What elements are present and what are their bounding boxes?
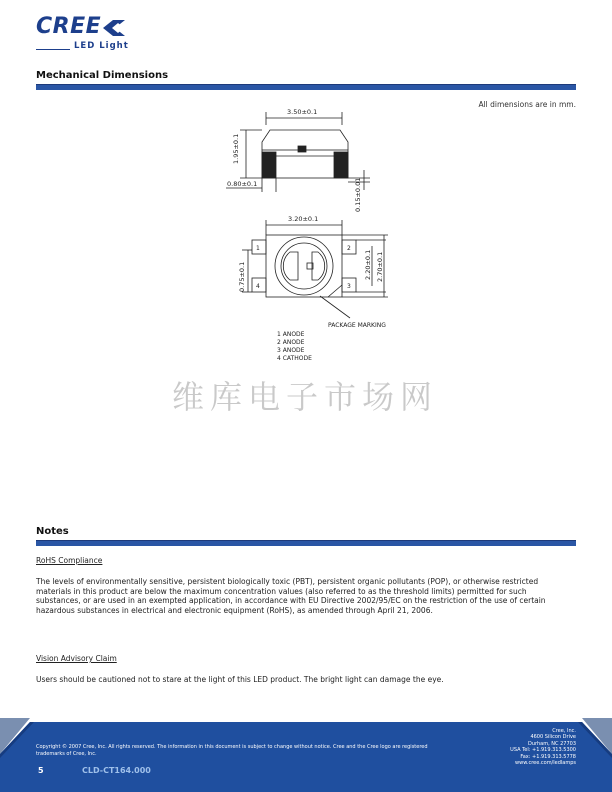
logo-subtitle: LED Light xyxy=(74,41,129,51)
pin-3-label: 3 xyxy=(347,283,351,290)
units-note: All dimensions are in mm. xyxy=(478,100,576,109)
vision-heading: Vision Advisory Claim xyxy=(36,654,117,663)
rohs-paragraph: The levels of environmentally sensitive, persistent biologically toxic (PBT), persistent organic pollutants (POP), or otherwise restricted materials in this product are below the maximum concentration values (also referred to as the threshold limits) permitted for such substances, or are used in an exempted application, in accordance with EU Directive 2002/95/EC on the restriction of the use of certain hazardous substances in electrical and electronic equipment (RoHS), as amended through April 21, 2006. xyxy=(36,577,546,615)
vision-paragraph: Users should be cautioned not to stare at the light of this LED product. The bright light can damage the eye. xyxy=(36,675,444,684)
pin-legend-1: 1 ANODE xyxy=(277,331,305,338)
section-title-notes: Notes xyxy=(36,526,69,537)
package-marking-label: PACKAGE MARKING xyxy=(328,322,386,329)
dim-height: 1.95±0.1 xyxy=(232,133,240,164)
cree-logo xyxy=(36,14,156,54)
pin-1-label: 1 xyxy=(256,245,260,252)
section-title-mechanical: Mechanical Dimensions xyxy=(36,70,169,81)
address-line: USA Tel: +1.919.313.5300 xyxy=(510,747,576,754)
pin-legend-3: 3 ANODE xyxy=(277,347,305,354)
page-number: 5 xyxy=(38,766,44,775)
section-rule xyxy=(36,84,576,90)
dim-left-bottom: 0.80±0.1 xyxy=(227,180,258,188)
watermark: 维库电子市场网 xyxy=(172,378,439,416)
dim-inner-height: 2.20±0.1 xyxy=(364,249,372,280)
logo-diamond-icon xyxy=(103,19,129,37)
address-line: Cree, Inc. xyxy=(552,728,576,734)
dim-right-vert: 0.15±0.01 xyxy=(354,177,362,212)
document-id: CLD-CT164.000 xyxy=(82,766,151,775)
dim-left-side: 0.75±0.1 xyxy=(238,261,246,292)
mechanical-drawing xyxy=(200,100,420,370)
address-line: Durham, NC 27703 xyxy=(528,740,576,747)
pin-legend-4: 4 CATHODE xyxy=(277,355,312,362)
dim-top-width: 3.50±0.1 xyxy=(287,108,318,116)
pin-2-label: 2 xyxy=(347,245,351,252)
footer-copyright: Copyright © 2007 Cree, Inc. All rights reserved. The information in this document is subject to change without notice. Cree and the Cree logo are registered trademarks of Cree, Inc. xyxy=(36,744,428,757)
dim-bottom-width: 3.20±0.1 xyxy=(288,215,319,223)
logo-wordmark: CREE xyxy=(36,14,102,39)
pin-legend-2: 2 ANODE xyxy=(277,339,305,346)
footer-address xyxy=(510,728,576,766)
logo-underline xyxy=(36,49,70,50)
address-line: Fax: +1.919.313.5778 xyxy=(520,753,576,760)
website-link[interactable]: www.cree.com/ledlamps xyxy=(515,760,576,767)
pin-4-label: 4 xyxy=(256,283,260,290)
section-rule-notes xyxy=(36,540,576,546)
rohs-heading: RoHS Compliance xyxy=(36,556,103,565)
address-line: 4600 Silicon Drive xyxy=(530,734,576,741)
dim-outer-height: 2.70±0.1 xyxy=(376,251,384,282)
